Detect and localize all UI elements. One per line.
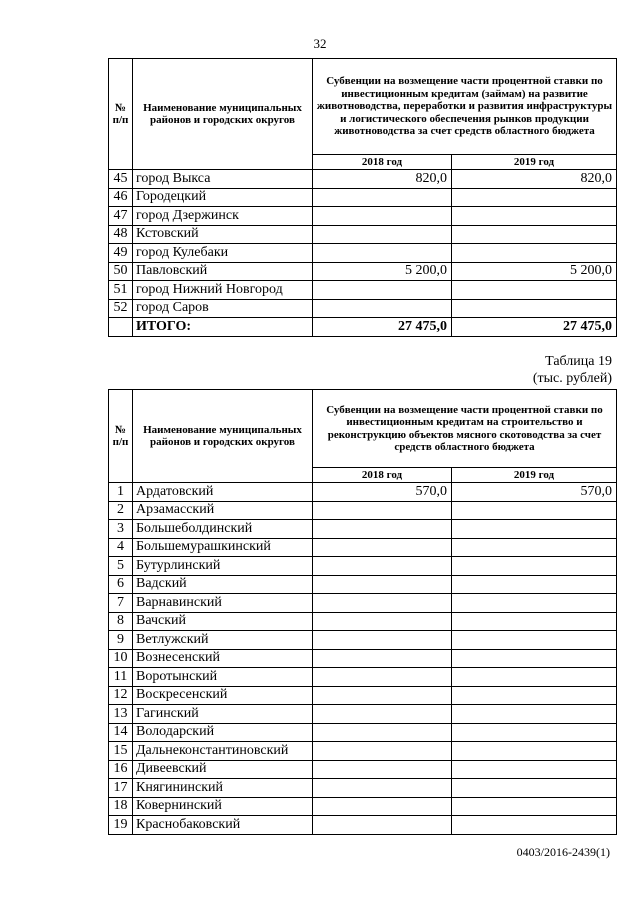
district-name: Вадский: [133, 575, 313, 594]
value-2019: 820,0: [452, 170, 617, 189]
row-number: 52: [109, 299, 133, 318]
row-number: 3: [109, 520, 133, 539]
header-subsidy: Субвенции на возмещение части процентной ставки по инвестиционным кредитам (займам) на развитие животноводства, переработки и развития инфраструктуры и логистического обеспечения рынков продукции животноводства за счет средств областного бюджета: [313, 59, 617, 155]
row-number: 6: [109, 575, 133, 594]
header-num: № п/п: [109, 59, 133, 170]
value-2018: [313, 742, 452, 761]
district-name: Вознесенский: [133, 649, 313, 668]
table-row: [109, 207, 617, 226]
district-name: Ардатовский: [133, 483, 313, 502]
table-row: [109, 170, 617, 189]
district-name: город Дзержинск: [133, 207, 313, 226]
value-2018: [313, 575, 452, 594]
row-number: 8: [109, 612, 133, 631]
district-name: Ковернинский: [133, 797, 313, 816]
value-2018: [313, 557, 452, 576]
district-name: город Нижний Новгород: [133, 281, 313, 300]
value-2019: [452, 649, 617, 668]
row-number: 47: [109, 207, 133, 226]
row-number: 9: [109, 631, 133, 650]
table-row: [109, 686, 617, 705]
value-2018: [313, 281, 452, 300]
table-subsidy-beef-cattle: [108, 389, 617, 835]
table-row: [109, 612, 617, 631]
value-2018: [313, 612, 452, 631]
value-2018: [313, 244, 452, 263]
value-2019: [452, 538, 617, 557]
value-2019: [452, 668, 617, 687]
table-row: [109, 779, 617, 798]
value-2019: [452, 705, 617, 724]
value-2018: [313, 760, 452, 779]
value-2018: [313, 594, 452, 613]
value-2019: [452, 207, 617, 226]
value-2019: [452, 816, 617, 835]
row-number: 46: [109, 188, 133, 207]
district-name: Ветлужский: [133, 631, 313, 650]
value-2018: 5 200,0: [313, 262, 452, 281]
value-2019: [452, 575, 617, 594]
table-row: [109, 299, 617, 318]
value-2019: [452, 742, 617, 761]
value-2018: [313, 299, 452, 318]
page-number: 32: [313, 36, 327, 51]
district-name: Кстовский: [133, 225, 313, 244]
district-name: Воротынский: [133, 668, 313, 687]
table-row: [109, 520, 617, 539]
table-row: [109, 816, 617, 835]
district-name: Княгининский: [133, 779, 313, 798]
table-subsidy-livestock-development: [108, 58, 617, 337]
row-number: 5: [109, 557, 133, 576]
value-2019: [452, 520, 617, 539]
value-2018: [313, 779, 452, 798]
value-2019: [452, 631, 617, 650]
district-name: Варнавинский: [133, 594, 313, 613]
value-2018: 570,0: [313, 483, 452, 502]
value-2019: [452, 281, 617, 300]
district-name: Арзамасский: [133, 501, 313, 520]
value-2019: 5 200,0: [452, 262, 617, 281]
value-2018: [313, 686, 452, 705]
total-2019: 27 475,0: [452, 318, 617, 337]
table-row: [109, 225, 617, 244]
value-2018: [313, 723, 452, 742]
total-label: ИТОГО:: [133, 318, 313, 337]
document-code: 0403/2016-2439(1): [516, 845, 610, 859]
value-2018: [313, 816, 452, 835]
value-2018: [313, 705, 452, 724]
row-number: 7: [109, 594, 133, 613]
header-num: № п/п: [109, 390, 133, 483]
table-row: [109, 723, 617, 742]
value-2019: [452, 612, 617, 631]
table-row: [109, 244, 617, 263]
table-row: [109, 501, 617, 520]
table-row: [109, 575, 617, 594]
row-number: 2: [109, 501, 133, 520]
value-2018: [313, 631, 452, 650]
value-2019: [452, 723, 617, 742]
row-number: 14: [109, 723, 133, 742]
row-number: 19: [109, 816, 133, 835]
table-row: [109, 742, 617, 761]
value-2018: 820,0: [313, 170, 452, 189]
value-2018: [313, 797, 452, 816]
district-name: Володарский: [133, 723, 313, 742]
header-name: Наименование муниципальных районов и городских округов: [133, 59, 313, 170]
value-2019: [452, 779, 617, 798]
table-row: [109, 557, 617, 576]
header-subsidy: Субвенции на возмещение части процентной ставки по инвестиционным кредитам на строительство и реконструкцию объектов мясного скотоводства за счет средств областного бюджета: [313, 390, 617, 468]
table-caption: Таблица 19: [545, 354, 612, 369]
district-name: Краснобаковский: [133, 816, 313, 835]
value-2019: [452, 760, 617, 779]
row-number: 49: [109, 244, 133, 263]
value-2018: [313, 207, 452, 226]
table-row: [109, 760, 617, 779]
row-number: 50: [109, 262, 133, 281]
value-2019: [452, 594, 617, 613]
table-row: [109, 538, 617, 557]
district-name: Воскресенский: [133, 686, 313, 705]
district-name: Большеболдинский: [133, 520, 313, 539]
value-2019: [452, 188, 617, 207]
header-year-2018: 2018 год: [313, 468, 452, 483]
district-name: город Саров: [133, 299, 313, 318]
table-row: [109, 188, 617, 207]
table-row: [109, 262, 617, 281]
table-row: [109, 705, 617, 724]
value-2019: [452, 686, 617, 705]
district-name: Дивеевский: [133, 760, 313, 779]
district-name: Вачский: [133, 612, 313, 631]
table-row: [109, 281, 617, 300]
row-number: 15: [109, 742, 133, 761]
header-year-2018: 2018 год: [313, 154, 452, 169]
value-2018: [313, 668, 452, 687]
row-number: 45: [109, 170, 133, 189]
value-2019: [452, 299, 617, 318]
table-row: [109, 797, 617, 816]
value-2018: [313, 520, 452, 539]
row-number: 48: [109, 225, 133, 244]
total-num: [109, 318, 133, 337]
table-row: [109, 631, 617, 650]
value-2018: [313, 188, 452, 207]
value-2018: [313, 501, 452, 520]
row-number: 16: [109, 760, 133, 779]
value-2019: [452, 501, 617, 520]
row-number: 10: [109, 649, 133, 668]
district-name: Дальнеконстантиновский: [133, 742, 313, 761]
header-year-2019: 2019 год: [452, 468, 617, 483]
value-2018: [313, 649, 452, 668]
district-name: Гагинский: [133, 705, 313, 724]
district-name: Городецкий: [133, 188, 313, 207]
row-number: 13: [109, 705, 133, 724]
value-2019: [452, 557, 617, 576]
value-2019: [452, 225, 617, 244]
district-name: город Кулебаки: [133, 244, 313, 263]
district-name: Большемурашкинский: [133, 538, 313, 557]
table-row: [109, 649, 617, 668]
table-row: [109, 668, 617, 687]
row-number: 1: [109, 483, 133, 502]
value-2019: 570,0: [452, 483, 617, 502]
header-year-2019: 2019 год: [452, 154, 617, 169]
table-row: [109, 483, 617, 502]
value-2018: [313, 538, 452, 557]
value-2019: [452, 797, 617, 816]
row-number: 18: [109, 797, 133, 816]
header-name: Наименование муниципальных районов и городских округов: [133, 390, 313, 483]
table-units: (тыс. рублей): [532, 371, 612, 386]
row-number: 51: [109, 281, 133, 300]
row-number: 17: [109, 779, 133, 798]
row-number: 11: [109, 668, 133, 687]
district-name: Бутурлинский: [133, 557, 313, 576]
district-name: город Выкса: [133, 170, 313, 189]
table-row: [109, 594, 617, 613]
value-2019: [452, 244, 617, 263]
district-name: Павловский: [133, 262, 313, 281]
value-2018: [313, 225, 452, 244]
row-number: 12: [109, 686, 133, 705]
row-number: 4: [109, 538, 133, 557]
total-2018: 27 475,0: [313, 318, 452, 337]
